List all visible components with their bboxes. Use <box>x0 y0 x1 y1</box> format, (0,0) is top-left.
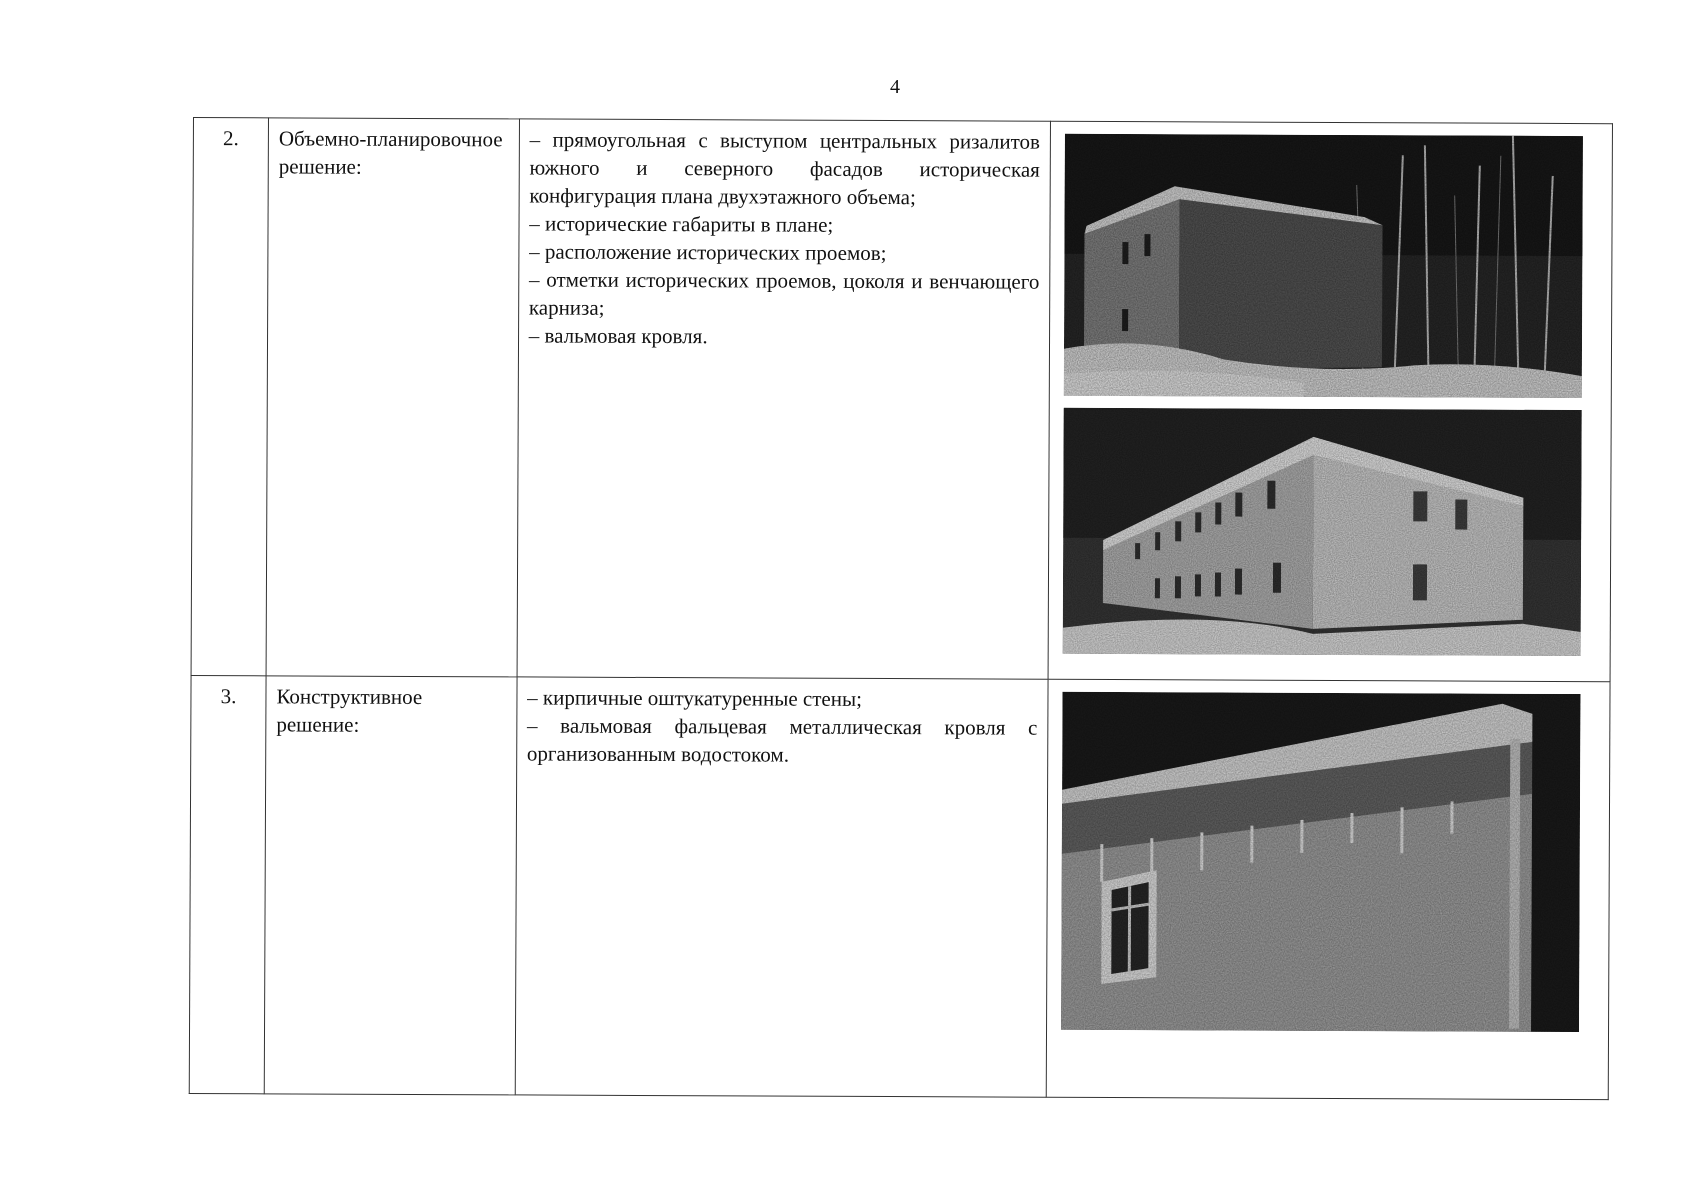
building-photo-facade <box>1063 408 1582 656</box>
row-photos <box>1046 679 1610 1099</box>
building-photo-winter-trees <box>1064 134 1583 398</box>
table-row <box>191 118 1612 682</box>
roof-cornice-photo <box>1061 692 1580 1032</box>
row-description <box>515 677 1048 1097</box>
row-name: Конструктивное решение: <box>264 676 517 1095</box>
description-item: – прямоугольная с выступом центральных ризалитов южного и северного фасадов историческая конфигурация плана двухэтажного объема; <box>529 127 1041 210</box>
description-item: – исторические габариты в плане; <box>529 211 834 237</box>
description-item: – вальмовая кровля. <box>528 323 708 349</box>
table-row <box>189 675 1610 1099</box>
row-number: 2. <box>191 118 268 676</box>
row-photos <box>1048 121 1612 681</box>
row-description <box>517 119 1051 679</box>
row-name: Объемно-планировочное решение: <box>266 118 519 677</box>
row-number: 3. <box>189 675 266 1093</box>
description-item: – кирпичные оштукатуренные стены; <box>527 685 863 711</box>
description-item: – вальмовая фальцевая металлическая кровля с организованным водостоком. <box>526 713 1038 767</box>
elements-table <box>189 117 1613 1100</box>
description-item: – отметки исторических проемов, цоколя и венчающего карниза; <box>528 267 1040 320</box>
description-item: – расположение исторических проемов; <box>529 239 887 266</box>
page-number: 4 <box>890 76 900 98</box>
